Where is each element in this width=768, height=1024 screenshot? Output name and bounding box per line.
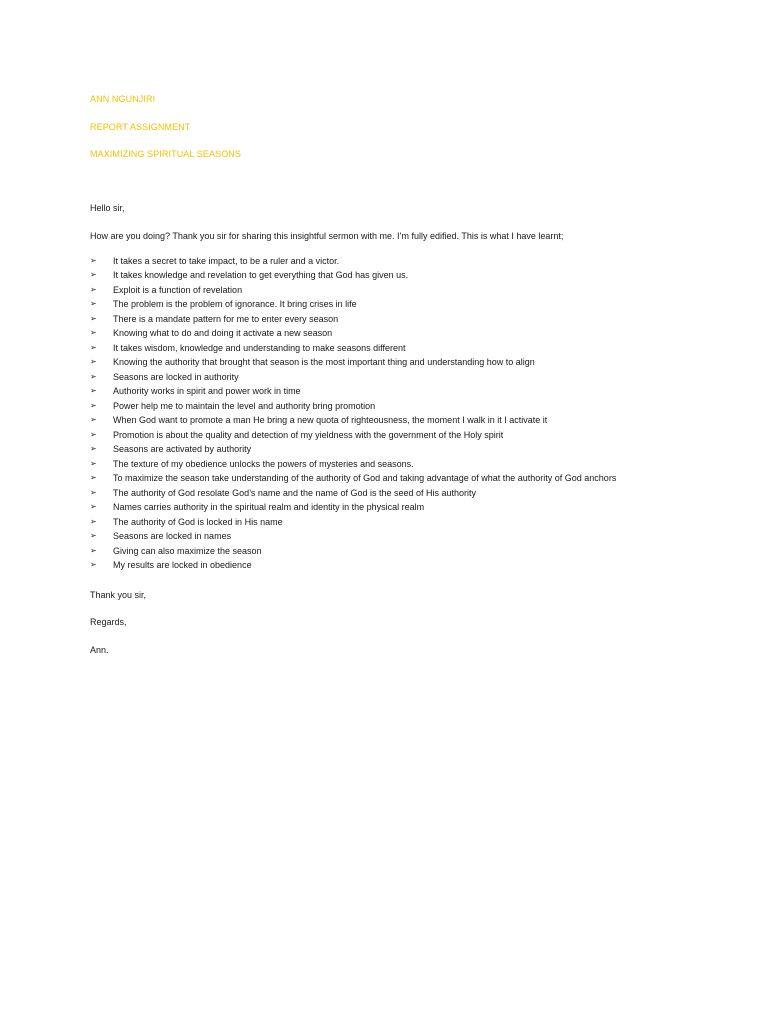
greeting: Hello sir,	[90, 203, 125, 213]
author-heading: ANN NGUNJIRI	[90, 94, 156, 104]
list-item	[90, 413, 730, 428]
list-item	[90, 312, 730, 327]
list-item-text: The problem is the problem of ignorance. It bring crises in life	[113, 299, 357, 309]
report-type-heading: REPORT ASSIGNMENT	[90, 121, 191, 132]
document-content	[90, 93, 730, 671]
list-item	[90, 457, 730, 472]
list-item	[90, 297, 730, 312]
arrow-bullet-icon: ➢	[90, 313, 97, 323]
list-item-text: Power help me to maintain the level and authority bring promotion	[113, 400, 376, 411]
arrow-bullet-icon: ➢	[90, 531, 97, 540]
arrow-bullet-icon: ➢	[90, 458, 97, 468]
list-item	[90, 515, 730, 530]
signature: Ann.	[90, 644, 109, 655]
list-item	[90, 442, 730, 457]
arrow-bullet-icon: ➢	[90, 560, 97, 569]
list-item-text: Knowing what to do and doing it activate a new season	[113, 328, 333, 338]
list-item-text: There is a mandate pattern for me to enter every season	[113, 313, 339, 324]
arrow-bullet-icon: ➢	[90, 342, 97, 352]
list-item	[90, 428, 730, 443]
arrow-bullet-icon: ➢	[90, 255, 97, 265]
learning-points-list	[90, 254, 730, 573]
list-item	[90, 370, 730, 385]
list-item-text: The authority of God is locked in His name	[113, 516, 283, 527]
arrow-bullet-icon: ➢	[90, 415, 97, 424]
topic-heading: MAXIMIZING SPIRITUAL SEASONS	[90, 149, 241, 159]
list-item-text: To maximize the season take understanding of the authority of God and taking advantage of what the authority of God anchors	[113, 473, 617, 483]
list-item-text: My results are locked in obedience	[113, 560, 252, 570]
list-item-text: It takes a secret to take impact, to be a ruler and a victor.	[113, 255, 340, 266]
list-item-text: The texture of my obedience unlocks the powers of mysteries and seasons.	[113, 458, 414, 469]
arrow-bullet-icon: ➢	[90, 473, 97, 482]
list-item	[90, 544, 730, 559]
list-item	[90, 326, 730, 341]
list-item-text: It takes wisdom, knowledge and understanding to make seasons different	[113, 342, 406, 353]
arrow-bullet-icon: ➢	[90, 270, 97, 279]
thanks-line: Thank you sir,	[90, 589, 147, 600]
arrow-bullet-icon: ➢	[90, 444, 97, 453]
list-item	[90, 558, 730, 573]
list-item	[90, 529, 730, 544]
list-item-text: It takes knowledge and revelation to get everything that God has given us.	[113, 270, 409, 280]
arrow-bullet-icon: ➢	[90, 371, 97, 381]
list-item	[90, 500, 730, 515]
list-item-text: Exploit is a function of revelation	[113, 284, 243, 295]
arrow-bullet-icon: ➢	[90, 357, 97, 366]
list-item	[90, 341, 730, 356]
list-item	[90, 268, 730, 283]
arrow-bullet-icon: ➢	[90, 502, 97, 511]
list-item	[90, 355, 730, 370]
list-item-text: Authority works in spirit and power work in time	[113, 386, 301, 396]
list-item	[90, 283, 730, 298]
arrow-bullet-icon: ➢	[90, 386, 97, 395]
list-item-text: Seasons are activated by authority	[113, 444, 252, 454]
arrow-bullet-icon: ➢	[90, 284, 97, 294]
list-item-text: Seasons are locked in authority	[113, 371, 239, 382]
list-item	[90, 471, 730, 486]
arrow-bullet-icon: ➢	[90, 400, 97, 410]
list-item-text: When God want to promote a man He bring a new quota of righteousness, the moment I walk in it I activate it	[113, 415, 548, 425]
intro-paragraph: How are you doing? Thank you sir for sharing this insightful sermon with me. I’m fully edified. This is what I have learnt;	[90, 230, 564, 241]
arrow-bullet-icon: ➢	[90, 299, 97, 308]
list-item-text: Promotion is about the quality and detection of my yieldness with the government of the Holy spirit	[113, 429, 504, 440]
arrow-bullet-icon: ➢	[90, 487, 97, 497]
list-item	[90, 399, 730, 414]
arrow-bullet-icon: ➢	[90, 545, 97, 555]
list-item-text: Knowing the authority that brought that season is the most important thing and understanding how to align	[113, 357, 535, 367]
regards-line: Regards,	[90, 617, 127, 627]
list-item	[90, 384, 730, 399]
arrow-bullet-icon: ➢	[90, 516, 97, 526]
list-item-text: Seasons are locked in names	[113, 531, 232, 541]
list-item	[90, 254, 730, 269]
arrow-bullet-icon: ➢	[90, 429, 97, 439]
list-item-text: Giving can also maximize the season	[113, 545, 262, 556]
arrow-bullet-icon: ➢	[90, 328, 97, 337]
list-item-text: Names carries authority in the spiritual realm and identity in the physical realm	[113, 502, 425, 512]
list-item-text: The authority of God resolate God’s name and the name of God is the seed of His authority	[113, 487, 477, 498]
list-item	[90, 486, 730, 501]
